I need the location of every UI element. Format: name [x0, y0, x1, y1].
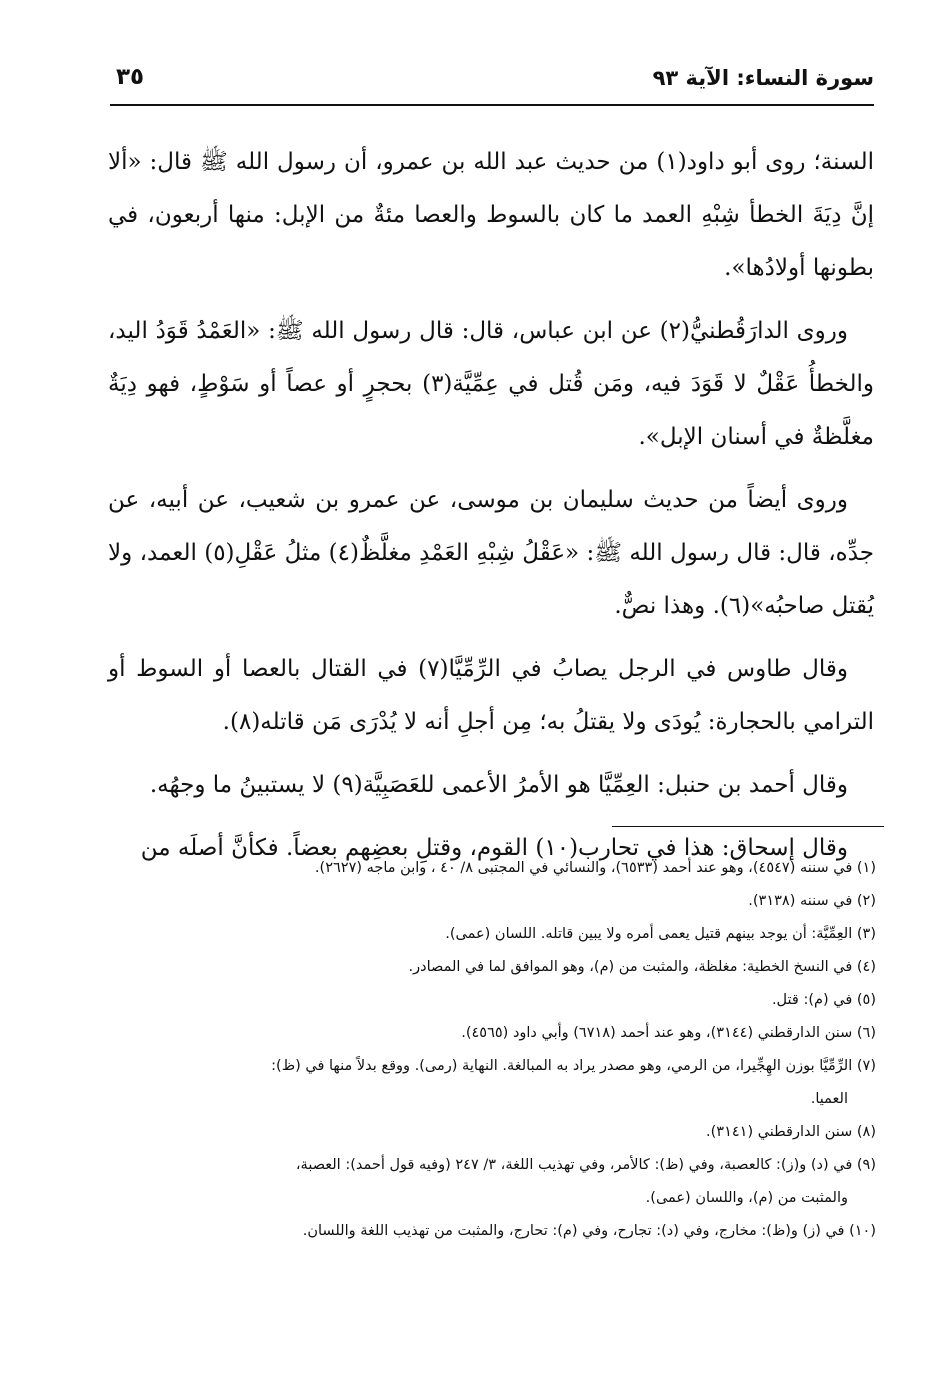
running-header [110, 58, 874, 110]
main-text [108, 136, 874, 885]
footnote: (١) في سننه (٤٥٤٧)، وهو عند أحمد (٦٥٣٣)، والنسائي في المجتبى ٨/ ٤٠ ، وابن ماجه (٢٦٢٧). [314, 860, 876, 876]
footnote-continuation: والمثبت من (م)، واللسان (عمى). [645, 1190, 848, 1206]
page-number: ٣٥ [116, 64, 145, 90]
footnote: (٣) العِمِّيَّة: أن يوجد بينهم قتيل يعمى أمره ولا يبين قاتله. اللسان (عمى). [445, 926, 876, 942]
footnote: (٢) في سننه (٣١٣٨). [748, 893, 876, 909]
footnote: (٤) في النسخ الخطية: مغلظة، والمثبت من (م)، وهو الموافق لما في المصادر. [408, 959, 876, 975]
paragraph: السنة؛ روى أبو داود(١) من حديث عبد الله بن عمرو، أن رسول الله ﷺ قال: «ألا إنَّ دِيَةَ الخطأ شِبْهِ العمد ما كان بالسوط والعصا مئةٌ من الإبل: منها أربعون، في بطونها أولادُها». [108, 149, 874, 281]
footnote: (٨) سنن الدارقطني (٣١٤١). [706, 1124, 876, 1140]
header-divider [110, 104, 874, 106]
footnote: (٦) سنن الدارقطني (٣١٤٤)، وهو عند أحمد (٦٧١٨) وأبي داود (٤٥٦٥). [461, 1025, 876, 1041]
footnote: (٩) في (د) و(ز): كالعصبة، وفي (ظ): كالأمر، وفي تهذيب اللغة، ٣/ ٢٤٧ (وفيه قول أحمد): العصبة، [295, 1157, 876, 1173]
footnote: (١٠) في (ز) و(ظ): مخارج، وفي (د): تجارح، وفي (م): تحارج، والمثبت من تهذيب اللغة واللسان. [302, 1223, 876, 1239]
paragraph: وقال إسحاق: هذا في تحارب(١٠) القوم، وقتلِ بعضِهم بعضاً. فكأنَّ أصلَه من [140, 835, 848, 861]
footnote-continuation: العميا. [810, 1091, 848, 1107]
paragraph: وقال طاوس في الرجل يصابُ في الرِّمِّيَّا(٧) في القتال بالعصا أو السوط أو الترامي بالحجارة: يُودَى ولا يقتلُ به؛ مِن أجلِ أنه لا يُدْرَى مَن قاتله(٨). [108, 656, 874, 735]
footnote: (٧) الرِّمِّيَّا بوزن الهِجِّيرا، من الرمي، وهو مصدر يراد به المبالغة. النهاية (رمى). ووقع بدلاً منها في (ظ): [271, 1058, 876, 1074]
paragraph: وقال أحمد بن حنبل: العِمِّيَّا هو الأمرُ الأعمى للعَصَبِيَّة(٩) لا يستبينُ ما وجهُه. [149, 772, 848, 798]
footnotes [128, 852, 876, 1248]
paragraph: وروى أيضاً من حديث سليمان بن موسى، عن عمرو بن شعيب، عن أبيه، عن جدِّه، قال: قال رسول الله ﷺ: «عَقْلُ شِبْهِ العَمْدِ مغلَّظٌ(٤) مثلُ عَقْلِ(٥) العمد، ولا يُقتل صاحبُه»(٦). وهذا نصٌّ. [108, 487, 874, 619]
chapter-title: سورة النساء: الآية ٩٣ [652, 66, 874, 90]
footnote: (٥) في (م): قتل. [771, 992, 876, 1008]
paragraph: وروى الدارَقُطنيُّ(٢) عن ابن عباس، قال: قال رسول الله ﷺ: «العَمْدُ قَوَدُ اليد، والخطأُ عَقْلٌ لا قَوَدَ فيه، ومَن قُتل في عِمِّيَّة(٣) بحجرٍ أو عصاً أو سَوْطٍ، فهو دِيَةٌ مغلَّظةٌ في أسنان الإبل». [108, 318, 875, 450]
footnote-divider [612, 826, 884, 827]
